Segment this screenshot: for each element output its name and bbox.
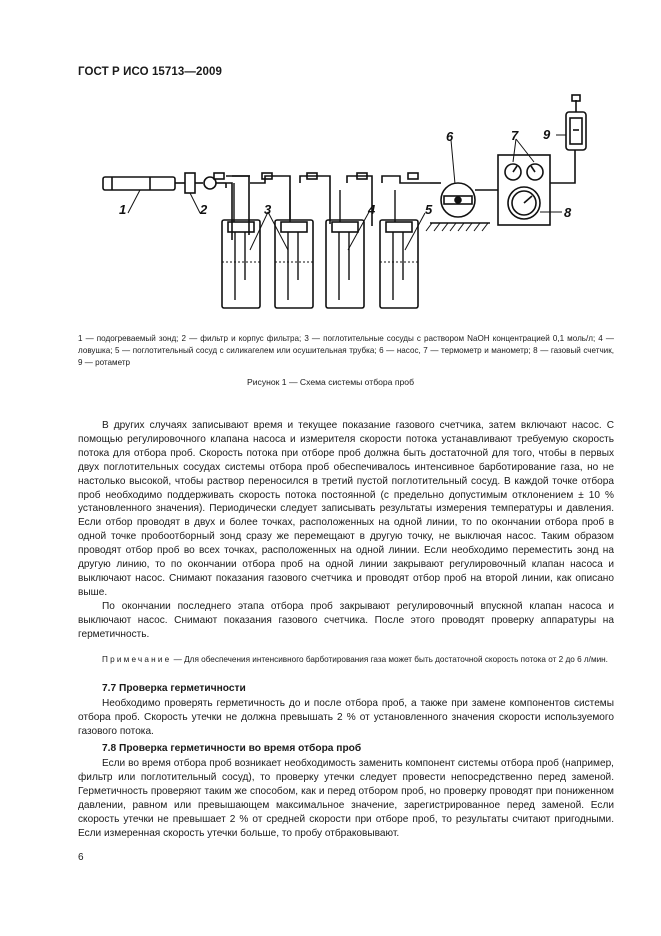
paragraph-2: По окончании последнего этапа отбора проб закрывают регулировочный впускной клапан насоса и выключают насос. Снимают показания газового счетчика. После этого проводят проверку аппаратуры на герметичность. [78, 600, 614, 640]
trap-vessel [326, 220, 364, 308]
heated-probe [103, 177, 175, 190]
document-header: ГОСТ Р ИСО 15713—2009 [78, 66, 223, 78]
label-8: 8 [564, 205, 572, 220]
section-7-8-heading: 7.8 Проверка герметичности во время отбора проб [102, 743, 362, 754]
section-7-7-body [78, 697, 614, 739]
label-1: 1 [119, 202, 127, 217]
label-3: 3 [264, 202, 272, 217]
label-6: 6 [446, 129, 454, 144]
note-text: — Для обеспечения интенсивного барботирования газа может быть достаточной скорость потока от 2 до 6 л/мин. [171, 655, 608, 664]
note-block [78, 654, 614, 666]
label-9: 9 [543, 127, 551, 142]
label-7: 7 [511, 128, 519, 143]
diagram-svg [95, 88, 595, 323]
drying-vessel [380, 220, 418, 308]
section-7-8-body [78, 757, 614, 840]
label-4: 4 [368, 202, 376, 217]
section-7-7-heading: 7.7 Проверка герметичности [102, 683, 246, 694]
vessel-1 [222, 220, 260, 308]
section-7-8-text: Если во время отбора проб возникает необходимость заменить компонент системы отбора проб (например, фильтр или поглотительный сосуд), то проверку утечки следует провести непосредственно перед заменой. Герметичность проверяют таким же способом, как и перед отбором проб, но проверку проводят при пониженном давлении, равном или превышающем максимальное значение, зарегистрированное перед заменой. Если скорость утечки не превышает 2 % от средней скорости при отборе проб, то результаты считают пригодными. Если измеренная скорость утечки больше, то пробу отбраковывают. [78, 758, 614, 839]
label-5: 5 [425, 202, 433, 217]
figure-caption: Рисунок 1 — Схема системы отбора проб [246, 377, 414, 387]
note-label: Примечание [102, 655, 172, 664]
sampling-system-diagram [95, 88, 595, 323]
label-2: 2 [200, 202, 208, 217]
vessel-2 [275, 220, 313, 308]
paragraph-1: В других случаях записывают время и текущее показание газового счетчика, затем включают насос. С помощью регулировочного клапана насоса и измерителя скорости потока устанавливают требуемую скорость потока для отбора проб. Скорость потока при отборе проб должна быть достаточной для того, чтобы в первых двух поглотительных сосудах системы отбора проб обеспечивалось интенсивное барботирование газа, но не настолько высокой, чтобы раствор переносился в третий пустой поглотительный сосуд. В каждой точке отбора проб необходимо поддерживать скорость потока постоянной (с предельно допустимым отклонением ± 10 % установленного значения). Периодически следует записывать результаты измерения температуры и давления. Если отбор проводят в двух и более точках, расположенных на одной линии, то по окончании отбора проб в одной точке пробоотборный зонд сразу же перемещают в другую точку, не выключая насос. Таким образом проводят отбор проб во всех точках, расположенных на одной линии. Если необходимо переместить зонд на другую линию, то по окончании отбора проб на одной линии закрывают регулировочный клапан насоса и выключают насос. Снимают показания газового счетчика и проводят отбор проб на второй линии, как описано выше. [78, 420, 614, 598]
page-number: 6 [78, 852, 84, 863]
figure-legend: 1 — подогреваемый зонд; 2 — фильтр и корпус фильтра; 3 — поглотительные сосуды с раствором NaOH концентрацией 0,1 моль/л; 4 — ловушка; 5 — поглотительный сосуд с силикагелем или осушительная трубка; 6 — насос, 7 — термометр и манометр; 8 — газовый счетчик, 9 — ротаметр [78, 334, 614, 367]
body-text [78, 419, 614, 642]
filter-housing [185, 173, 195, 193]
section-7-7-text: Необходимо проверять герметичность до и после отбора проб, а также при замене компонентов системы отбора проб. Скорость утечки не должна превышать 2 % от установленного значения скорости используемого газового потока. [78, 698, 614, 737]
